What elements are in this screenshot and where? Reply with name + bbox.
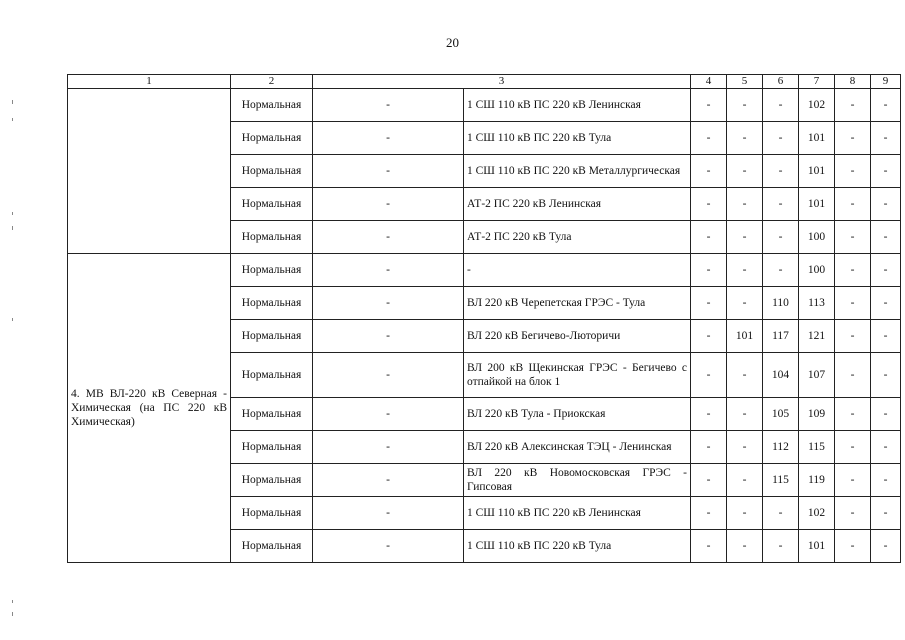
column-4-cell: - bbox=[691, 530, 727, 563]
column-8-cell: - bbox=[835, 188, 871, 221]
column-header: 2 bbox=[231, 75, 313, 89]
column-4-cell: - bbox=[691, 464, 727, 497]
column-7-cell: 109 bbox=[799, 398, 835, 431]
column-2-cell: - bbox=[313, 320, 464, 353]
column-5-cell: - bbox=[727, 530, 763, 563]
column-2-cell: - bbox=[313, 155, 464, 188]
column-7-cell: 102 bbox=[799, 89, 835, 122]
column-2-cell: - bbox=[313, 353, 464, 398]
column-6-cell: 115 bbox=[763, 464, 799, 497]
column-8-cell: - bbox=[835, 353, 871, 398]
column-7-cell: 115 bbox=[799, 431, 835, 464]
mode-cell: Нормальная bbox=[231, 122, 313, 155]
column-8-cell: - bbox=[835, 530, 871, 563]
description-cell: - bbox=[464, 254, 691, 287]
column-header: 7 bbox=[799, 75, 835, 89]
column-2-cell: - bbox=[313, 122, 464, 155]
mode-cell: Нормальная bbox=[231, 221, 313, 254]
data-table bbox=[67, 74, 901, 563]
column-2-cell: - bbox=[313, 497, 464, 530]
column-header: 9 bbox=[871, 75, 901, 89]
column-8-cell: - bbox=[835, 497, 871, 530]
column-4-cell: - bbox=[691, 221, 727, 254]
column-6-cell: - bbox=[763, 221, 799, 254]
description-cell: 1 СШ 110 кВ ПС 220 кВ Ленинская bbox=[464, 89, 691, 122]
column-6-cell: - bbox=[763, 122, 799, 155]
description-cell: ВЛ 220 кВ Черепетская ГРЭС - Тула bbox=[464, 287, 691, 320]
column-9-cell: - bbox=[871, 188, 901, 221]
column-9-cell: - bbox=[871, 254, 901, 287]
column-2-cell: - bbox=[313, 254, 464, 287]
column-6-cell: - bbox=[763, 188, 799, 221]
column-6-cell: - bbox=[763, 254, 799, 287]
column-5-cell: - bbox=[727, 122, 763, 155]
mode-cell: Нормальная bbox=[231, 254, 313, 287]
column-4-cell: - bbox=[691, 89, 727, 122]
column-5-cell: - bbox=[727, 221, 763, 254]
column-4-cell: - bbox=[691, 254, 727, 287]
description-cell: АТ-2 ПС 220 кВ Ленинская bbox=[464, 188, 691, 221]
mode-cell: Нормальная bbox=[231, 398, 313, 431]
column-7-cell: 100 bbox=[799, 221, 835, 254]
column-9-cell: - bbox=[871, 221, 901, 254]
mode-cell: Нормальная bbox=[231, 155, 313, 188]
column-6-cell: - bbox=[763, 530, 799, 563]
column-5-cell: - bbox=[727, 155, 763, 188]
column-2-cell: - bbox=[313, 431, 464, 464]
column-header: 4 bbox=[691, 75, 727, 89]
column-5-cell: - bbox=[727, 398, 763, 431]
column-2-cell: - bbox=[313, 188, 464, 221]
mode-cell: Нормальная bbox=[231, 497, 313, 530]
column-7-cell: 102 bbox=[799, 497, 835, 530]
column-4-cell: - bbox=[691, 353, 727, 398]
description-cell: ВЛ 220 кВ Бегичево-Лютоpичи bbox=[464, 320, 691, 353]
column-7-cell: 107 bbox=[799, 353, 835, 398]
column-5-cell: - bbox=[727, 431, 763, 464]
column-2-cell: - bbox=[313, 398, 464, 431]
column-8-cell: - bbox=[835, 464, 871, 497]
column-8-cell: - bbox=[835, 155, 871, 188]
column-6-cell: 104 bbox=[763, 353, 799, 398]
description-cell: 1 СШ 110 кВ ПС 220 кВ Металлургическая bbox=[464, 155, 691, 188]
column-8-cell: - bbox=[835, 287, 871, 320]
column-7-cell: 100 bbox=[799, 254, 835, 287]
description-cell: ВЛ 220 кВ Тула - Приокская bbox=[464, 398, 691, 431]
group-name-cell bbox=[68, 89, 231, 254]
column-6-cell: - bbox=[763, 155, 799, 188]
group-name-cell: 4. МВ ВЛ-220 кВ Северная - Химическая (на ПС 220 кВ Химическая) bbox=[68, 254, 231, 563]
mode-cell: Нормальная bbox=[231, 353, 313, 398]
mode-cell: Нормальная bbox=[231, 431, 313, 464]
description-cell: 1 СШ 110 кВ ПС 220 кВ Тула bbox=[464, 530, 691, 563]
column-8-cell: - bbox=[835, 431, 871, 464]
column-4-cell: - bbox=[691, 188, 727, 221]
header-row bbox=[68, 75, 901, 89]
column-9-cell: - bbox=[871, 353, 901, 398]
column-5-cell: 101 bbox=[727, 320, 763, 353]
column-2-cell: - bbox=[313, 287, 464, 320]
column-5-cell: - bbox=[727, 497, 763, 530]
column-9-cell: - bbox=[871, 287, 901, 320]
column-4-cell: - bbox=[691, 155, 727, 188]
column-4-cell: - bbox=[691, 431, 727, 464]
column-6-cell: - bbox=[763, 89, 799, 122]
column-7-cell: 101 bbox=[799, 188, 835, 221]
column-4-cell: - bbox=[691, 497, 727, 530]
column-6-cell: 105 bbox=[763, 398, 799, 431]
description-cell: АТ-2 ПС 220 кВ Тула bbox=[464, 221, 691, 254]
column-2-cell: - bbox=[313, 530, 464, 563]
column-4-cell: - bbox=[691, 398, 727, 431]
column-8-cell: - bbox=[835, 89, 871, 122]
column-7-cell: 101 bbox=[799, 155, 835, 188]
column-7-cell: 113 bbox=[799, 287, 835, 320]
column-header: 8 bbox=[835, 75, 871, 89]
column-8-cell: - bbox=[835, 320, 871, 353]
column-2-cell: - bbox=[313, 464, 464, 497]
column-9-cell: - bbox=[871, 122, 901, 155]
column-9-cell: - bbox=[871, 497, 901, 530]
column-7-cell: 101 bbox=[799, 530, 835, 563]
column-5-cell: - bbox=[727, 89, 763, 122]
column-9-cell: - bbox=[871, 89, 901, 122]
column-6-cell: 110 bbox=[763, 287, 799, 320]
column-2-cell: - bbox=[313, 221, 464, 254]
column-7-cell: 119 bbox=[799, 464, 835, 497]
column-8-cell: - bbox=[835, 221, 871, 254]
column-5-cell: - bbox=[727, 353, 763, 398]
column-5-cell: - bbox=[727, 287, 763, 320]
column-5-cell: - bbox=[727, 254, 763, 287]
mode-cell: Нормальная bbox=[231, 530, 313, 563]
column-2-cell: - bbox=[313, 89, 464, 122]
mode-cell: Нормальная bbox=[231, 188, 313, 221]
column-header: 6 bbox=[763, 75, 799, 89]
column-9-cell: - bbox=[871, 530, 901, 563]
description-cell: ВЛ 200 кВ Щекинская ГРЭС - Бегичево с отпайкой на блок 1 bbox=[464, 353, 691, 398]
column-8-cell: - bbox=[835, 254, 871, 287]
column-6-cell: - bbox=[763, 497, 799, 530]
description-cell: ВЛ 220 кВ Алексинская ТЭЦ - Ленинская bbox=[464, 431, 691, 464]
column-9-cell: - bbox=[871, 155, 901, 188]
column-8-cell: - bbox=[835, 398, 871, 431]
column-6-cell: 112 bbox=[763, 431, 799, 464]
mode-cell: Нормальная bbox=[231, 287, 313, 320]
column-header: 5 bbox=[727, 75, 763, 89]
column-7-cell: 121 bbox=[799, 320, 835, 353]
column-5-cell: - bbox=[727, 464, 763, 497]
mode-cell: Нормальная bbox=[231, 320, 313, 353]
column-header: 3 bbox=[313, 75, 691, 89]
mode-cell: Нормальная bbox=[231, 89, 313, 122]
column-4-cell: - bbox=[691, 122, 727, 155]
table-row bbox=[68, 89, 901, 122]
description-cell: ВЛ 220 кВ Новомосковская ГРЭС - Гипсовая bbox=[464, 464, 691, 497]
description-cell: 1 СШ 110 кВ ПС 220 кВ Тула bbox=[464, 122, 691, 155]
description-cell: 1 СШ 110 кВ ПС 220 кВ Ленинская bbox=[464, 497, 691, 530]
column-8-cell: - bbox=[835, 122, 871, 155]
column-7-cell: 101 bbox=[799, 122, 835, 155]
column-5-cell: - bbox=[727, 188, 763, 221]
column-9-cell: - bbox=[871, 320, 901, 353]
table-row bbox=[68, 254, 901, 287]
mode-cell: Нормальная bbox=[231, 464, 313, 497]
column-9-cell: - bbox=[871, 398, 901, 431]
column-header: 1 bbox=[68, 75, 231, 89]
page-number: 20 bbox=[446, 35, 459, 50]
column-4-cell: - bbox=[691, 287, 727, 320]
column-9-cell: - bbox=[871, 464, 901, 497]
column-4-cell: - bbox=[691, 320, 727, 353]
column-6-cell: 117 bbox=[763, 320, 799, 353]
column-9-cell: - bbox=[871, 431, 901, 464]
